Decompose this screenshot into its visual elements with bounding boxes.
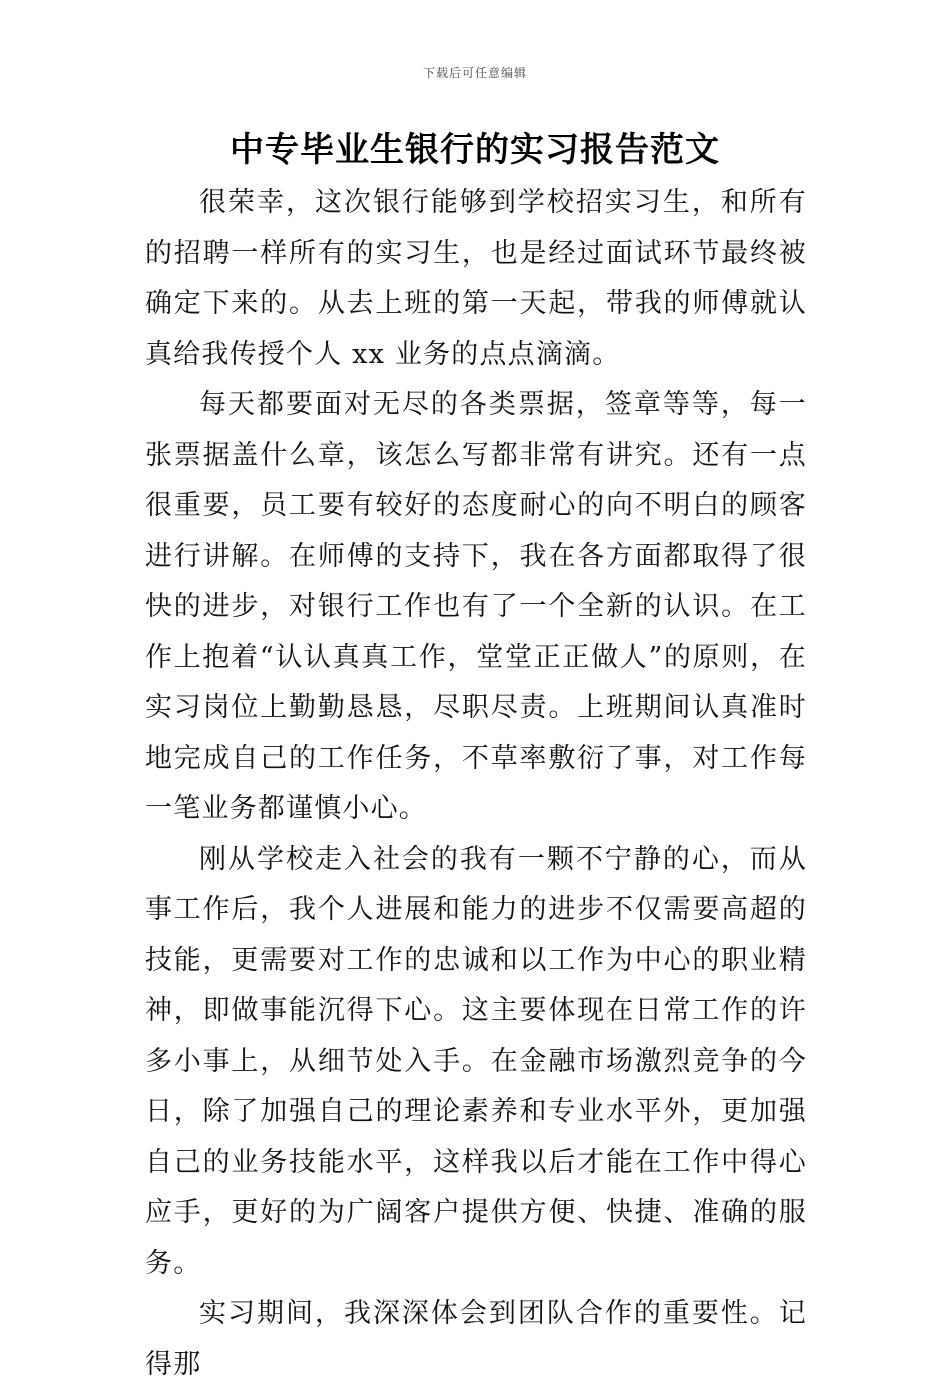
paragraph-2: 每天都要面对无尽的各类票据，签章等等，每一张票据盖什么章，该怎么写都非常有讲究。还有一点很重要，员工要有较好的态度耐心的向不明白的顾客进行讲解。在师傅的支持下，我在各方面都取得了很快的进步，对银行工作也有了一个全新的认识。在工作上抱着“认认真真工作，堂堂正正做人”的原则，在实习岗位上勤勤恳恳，尽职尽责。上班期间认真准时地完成自己的工作任务，不草率敷衍了事，对工作每一笔业务都谨慎小心。	[145, 389, 807, 824]
document-title: 中专毕业生银行的实习报告范文	[230, 130, 720, 170]
document-body	[145, 178, 807, 1390]
header-note: 下载后可任意编辑	[422, 66, 527, 80]
paragraph-3: 刚从学校走入社会的我有一颗不宁静的心，而从事工作后，我个人进展和能力的进步不仅需要高超的技能，更需要对工作的忠诚和以工作为中心的职业精神，即做事能沉得下心。这主要体现在日常工作的许多小事上，从细节处入手。在金融市场激烈竞争的今日，除了加强自己的理论素养和专业水平外，更加强自己的业务技能水平，这样我以后才能在工作中得心应手，更好的为广阔客户提供方便、快捷、准确的服务。	[145, 843, 807, 1279]
paragraph-1: 很荣幸，这次银行能够到学校招实习生，和所有的招聘一样所有的实习生，也是经过面试环节最终被确定下来的。从去上班的第一天起，带我的师傅就认真给我传授个人 xx 业务的点点滴滴。	[145, 187, 807, 370]
paragraph-4: 实习期间，我深深体会到团队合作的重要性。记得那	[145, 1298, 807, 1380]
